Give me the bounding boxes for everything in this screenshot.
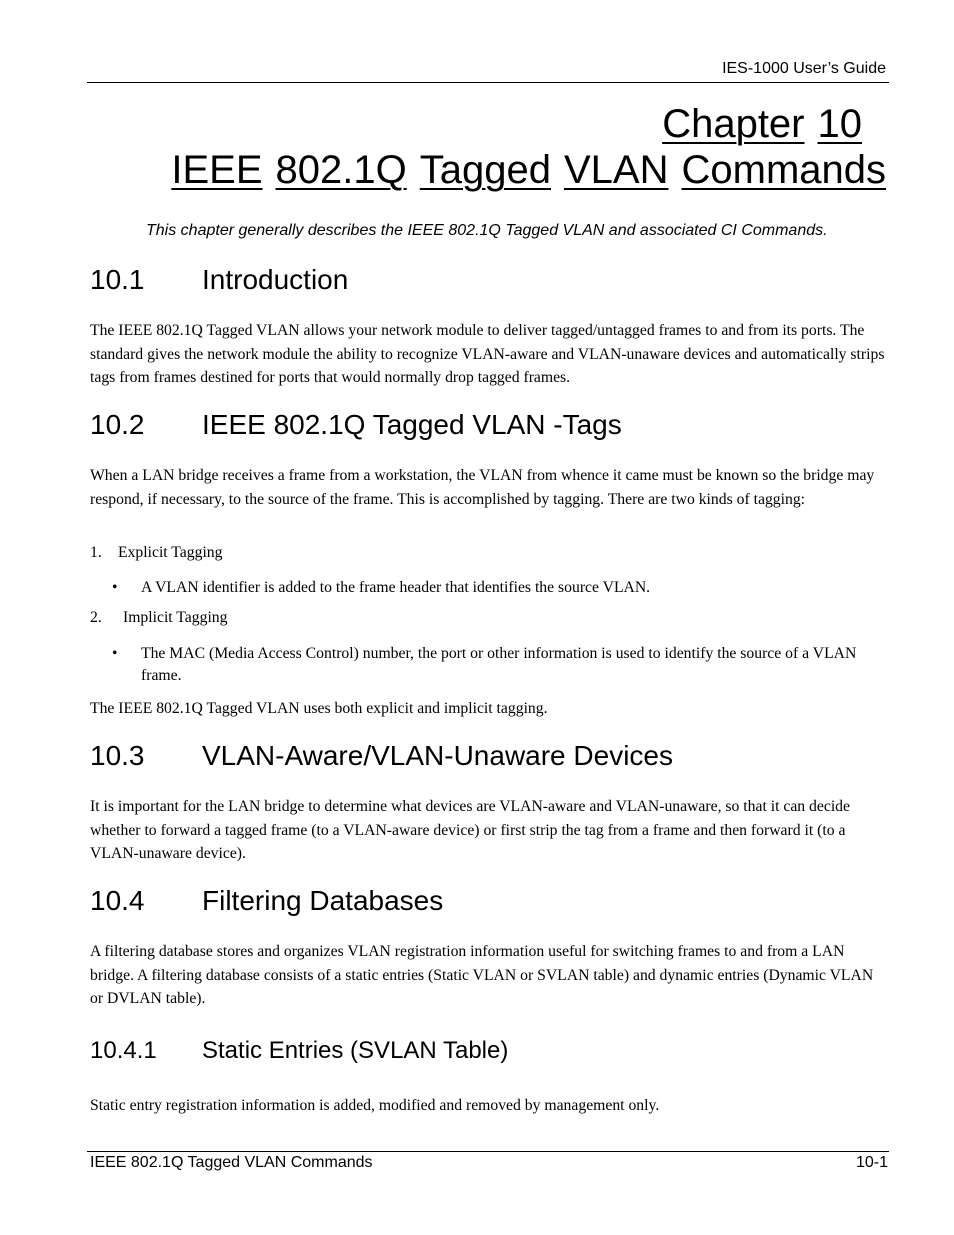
bullet-item <box>112 643 892 687</box>
list-number: 2. <box>90 609 102 626</box>
section-heading-10-1 <box>90 264 348 296</box>
title-word: IEEE <box>171 148 263 192</box>
bullet-icon: • <box>112 579 118 596</box>
header-rule <box>87 82 889 83</box>
list-label: Implicit Tagging <box>123 609 228 626</box>
section-body-10-4: A filtering database stores and organizes VLAN registration information useful for switching frames to and from a LAN bridge. A filtering database consists of a static entries (Static VLAN or SVLAN table) and dynamic entries (Dynamic VLAN or DVLAN table). <box>90 943 874 1007</box>
section-number: 10.4 <box>90 885 145 916</box>
chapter-number: 10 <box>817 102 862 146</box>
list-item <box>90 609 228 627</box>
subsection-body-10-4-1: Static entry registration information is added, modified and removed by management only. <box>90 1097 660 1114</box>
chapter-word: Chapter <box>662 102 805 146</box>
bullet-icon: • <box>112 645 118 662</box>
list-item <box>90 544 223 562</box>
section-body-10-2: When a LAN bridge receives a frame from a workstation, the VLAN from whence it came must be known so the bridge may respond, if necessary, to the source of the frame. This is accomplished by tagging. There are two kinds of tagging: <box>90 467 875 508</box>
chapter-label <box>662 100 862 148</box>
title-word: 802.1Q <box>275 148 407 192</box>
title-word: Tagged <box>419 148 551 192</box>
section-body-10-3: It is important for the LAN bridge to determine what devices are VLAN-aware and VLAN-unaware, so that it can decide whether to forward a tagged frame (to a VLAN-aware device) or first strip the tag from a frame and then forward it (to a VLAN-unaware device). <box>90 798 850 862</box>
subsection-title: Static Entries (SVLAN Table) <box>202 1037 509 1064</box>
section-title: Filtering Databases <box>202 885 444 916</box>
section-title: Introduction <box>202 264 349 295</box>
footer-page-number: 10-1 <box>855 1154 888 1171</box>
bullet-item <box>112 577 892 599</box>
title-word: Commands <box>681 148 886 192</box>
list-label: Explicit Tagging <box>118 544 223 561</box>
section-heading-10-2 <box>90 409 622 441</box>
section-heading-10-4 <box>90 885 443 917</box>
chapter-title <box>171 146 886 194</box>
footer-chapter-title: IEEE 802.1Q Tagged VLAN Commands <box>90 1154 373 1171</box>
section-number: 10.3 <box>90 740 145 771</box>
section-title: IEEE 802.1Q Tagged VLAN -Tags <box>202 409 622 440</box>
section-closing-10-2: The IEEE 802.1Q Tagged VLAN uses both explicit and implicit tagging. <box>90 700 548 717</box>
section-body-10-1: The IEEE 802.1Q Tagged VLAN allows your network module to deliver tagged/untagged frames to and from its ports. The standard gives the network module the ability to recognize VLAN-aware and VLAN-unaware devices and automatically strips tags from frames destined for ports that would normally drop tagged frames. <box>90 322 885 386</box>
section-number: 10.2 <box>90 409 145 440</box>
section-title: VLAN-Aware/VLAN-Unaware Devices <box>202 740 673 771</box>
chapter-abstract: This chapter generally describes the IEEE 802.1Q Tagged VLAN and associated CI Commands. <box>146 222 828 239</box>
section-number: 10.1 <box>90 264 145 295</box>
running-header: IES-1000 User’s Guide <box>722 60 886 77</box>
list-number: 1. <box>90 544 102 561</box>
subsection-number: 10.4.1 <box>90 1037 157 1064</box>
subsection-heading-10-4-1 <box>90 1037 508 1065</box>
section-heading-10-3 <box>90 740 673 772</box>
bullet-text: The MAC (Media Access Control) number, the port or other information is used to identify the source of a VLAN frame. <box>141 645 857 684</box>
title-word: VLAN <box>563 148 669 192</box>
footer-rule <box>87 1151 889 1152</box>
bullet-text: A VLAN identifier is added to the frame header that identifies the source VLAN. <box>141 579 651 596</box>
